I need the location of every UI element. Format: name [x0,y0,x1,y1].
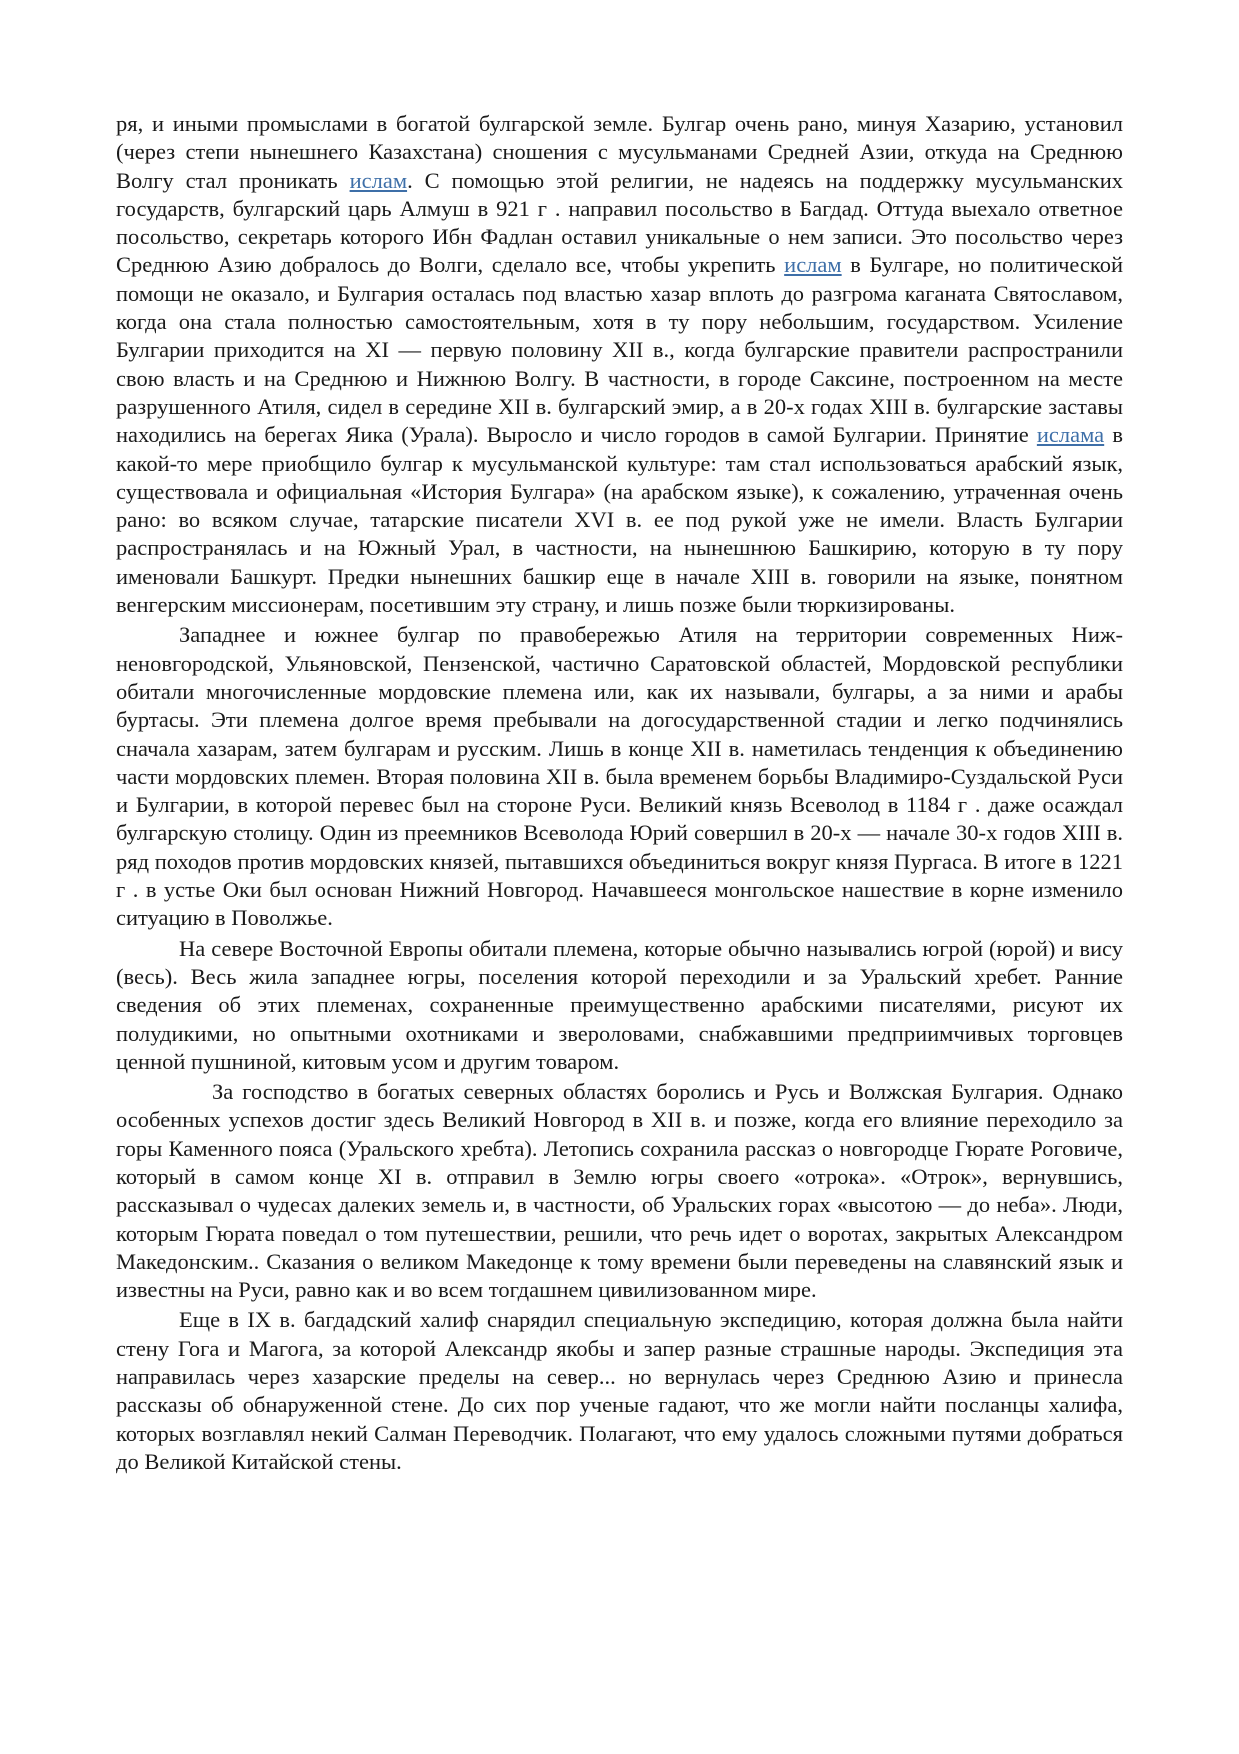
paragraph-5 [116,1306,1123,1476]
text-segment: На севере Восточной Европы обитали племена, которые обычно назывались югрой (юрой) и вису (весь). Весь жила западнее югры, поселения которой переходили и за Уральский хребет. Ранние сведения об этих племенах, сохраненные преимущественно арабскими писателями, рисуют их полудикими, но опытными охотниками и звероловами, снабжавшими предприимчивых торговцев ценной пушниной, китовым усом и другим товаром. [116,935,1123,1074]
islam-link[interactable]: ислам [349,167,408,193]
paragraph-1 [116,110,1123,619]
text-column [116,110,1123,1478]
text-segment: ря, и иными промыслами в богатой булгарской земле. Булгар очень рано, минуя Хазарию, установил (через степи нынешнего Казахстана) сношения с мусульманами Средней Азии, откуда на Среднюю Волгу стал проникать [116,111,1123,193]
text-segment: в какой-то мере приобщило булгар к мусульманской культуре: там стал использоваться арабский язык, существовала и официальная «История Булгара» (на арабском языке), к сожалению, утраченная очень рано: во всяком случае, татарские писатели XVI в. ее под рукой уже не имели. Власть Булгарии распространялась и на Южный Урал, в частности, на нынешнюю Башкирию, которую в ту пору именовали Башкурт. Предки нынешних башкир еще в начале XIII в. говорили на языке, понятном венгерским миссионерам, посетившим эту страну, и лишь позже были тюркизированы. [116,422,1123,618]
islama-link[interactable]: ислама [1036,422,1105,448]
islam-link[interactable]: ислам [784,252,842,278]
paragraph-4 [116,1078,1123,1304]
text-segment: Западнее и южнее булгар по правобережью Атиля на территории современных Нижненовгородской, Ульяновской, Пензенской, частично Саратовской областей, Мордовской республики обитали многочисленные мордовские племена или, как их называли, булгары, а за ними и арабы буртасы. Эти племена долгое время пребывали на догосударственной стадии и легко подчинялись сначала хазарам, затем булгарам и русским. Лишь в конце XII в. наметилась тенденция к объединению части мордовских племен. Вторая половина XII в. была временем борьбы Владимиро-Суздальской Руси и Булгарии, в которой перевес был на стороне Руси. Великий князь Всеволод в 1184 г . даже осаждал булгарскую столицу. Один из преемников Всеволода Юрий совершил в 20-х — начале 30-х годов XIII в. ряд походов против мордовских князей, пытавшихся объединиться вокруг князя Пургаса. В итоге в 1221 г . в устье Оки был основан Нижний Новгород. Начавшееся монгольское нашествие в корне изменило ситуацию в Поволжье. [116,622,1123,931]
paragraph-3 [116,935,1123,1076]
text-segment: в Булгаре, но политической помощи не оказало, и Булгария осталась под властью хазар вплоть до разгрома каганата Святославом, когда она стала полностью самостоятельным, хотя в ту пору небольшим, государством. Усиление Булгарии приходится на XI — первую половину XII в., когда булгарские правители распространили свою власть и на Среднюю и Нижнюю Волгу. В частности, в городе Саксине, построенном на месте разрушенного Атиля, сидел в середине XII в. булгарский эмир, а в 20-х годах XIII в. булгарские заставы находились на берегах Яика (Урала). Выросло и число городов в самой Булгарии. Принятие [116,252,1123,448]
text-segment: . С помощью этой религии, не надеясь на поддержку мусульманских государств, булгарский царь Алмуш в 921 г . направил посольство в Багдад. Оттуда выехало ответное посольство, секретарь которого Ибн Фадлан оставил уникальные о нем записи. Это посольство через Среднюю Азию добралось до Волги, сделало все, чтобы укрепить [116,167,1123,278]
paragraph-2 [116,621,1123,932]
text-segment: Еще в IX в. багдадский халиф снарядил специальную экспедицию, которая должна была найти стену Гога и Магога, за которой Александр якобы и запер разные страшные народы. Экспедиция эта направилась через хазарские пределы на север... но вернулась через Среднюю Азию и принесла рассказы об обнаруженной стене. До сих пор ученые гадают, что же могли найти посланцы халифа, которых возглавлял некий Салман Переводчик. Полагают, что ему удалось сложными путями добраться до Великой Китайской стены. [116,1307,1123,1474]
text-segment: За господство в богатых северных областях боролись и Русь и Волжская Булгария. Однако особенных успехов достиг здесь Великий Новгород в XII в. и позже, когда его влияние переходило за горы Каменного пояса (Уральского хребта). Летопись сохранила рассказ о новгородце Гюрате Роговиче, который в самом конце XI в. отправил в Землю югры своего «отрока». «Отрок», вернувшись, рассказывал о чудесах далеких земель и, в частности, об Уральских горах «высотою — до неба». Люди, которым Гюрата поведал о том путешествии, решили, что речь идет о воротах, закрытых Александром Македонским.. Сказания о великом Македонце к тому времени были переведены на славянский язык и известны на Руси, равно как и во всем тогдашнем цивилизованном мире. [116,1079,1123,1303]
